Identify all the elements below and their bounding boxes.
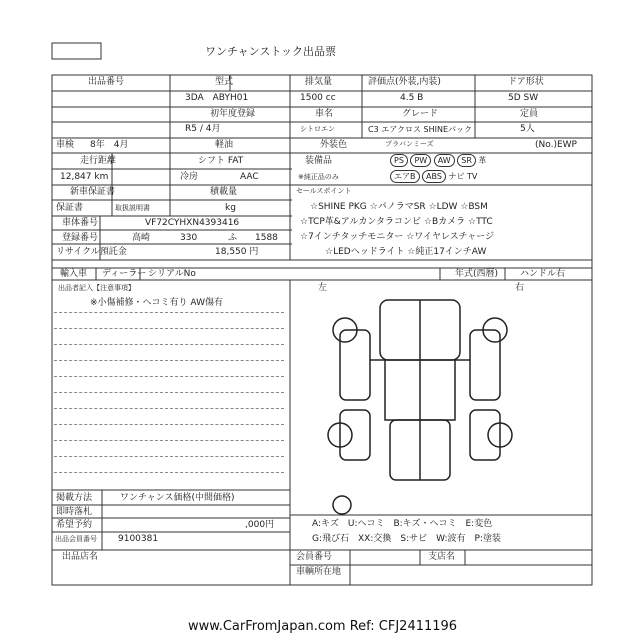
note-line — [54, 408, 284, 409]
make-value: シトロエン — [300, 125, 335, 133]
equip-row1 — [390, 154, 486, 167]
fuel-value: 軽油 — [215, 140, 234, 150]
inspection-value: 8年 4月 — [90, 140, 129, 150]
color-value: プラバンミーズ — [385, 140, 434, 148]
equip-abs: ABS — [422, 170, 446, 183]
displacement-value: 1500 cc — [300, 93, 336, 103]
equip-airbag: エアB — [390, 170, 420, 183]
equip-sr: SR — [457, 154, 476, 167]
load-label: 積載量 — [210, 187, 238, 197]
note-line — [54, 424, 284, 425]
handle-label: ハンドル右 — [520, 269, 566, 279]
yen-value: ,000円 — [245, 520, 275, 530]
new-warranty-label: 新車保証書 — [70, 187, 116, 197]
model-label: 型式 — [215, 77, 234, 87]
aircon-label: 冷房 — [180, 172, 199, 182]
dealer-label: ディーラー — [102, 269, 147, 279]
note-line — [54, 344, 284, 345]
method-label: 掲載方法 — [56, 493, 93, 503]
serial-label: シリアルNo — [148, 269, 196, 279]
color-no: (No.)EWP — [535, 140, 577, 150]
aircon-value: AAC — [240, 172, 259, 182]
method-value: ワンチャンス価格(中間価格) — [120, 493, 235, 503]
note-line — [54, 328, 284, 329]
watermark: www.CarFromJapan.com Ref: CFJ2411196 — [188, 619, 458, 634]
equip-pw: PW — [410, 154, 431, 167]
genuine-label: ※純正品のみ — [298, 173, 339, 181]
selling-point-2: ☆TCP革&アルカンタラコンビ ☆Bカメラ ☆TTC — [300, 217, 493, 227]
capacity-value: 5人 — [520, 124, 535, 134]
note-line — [54, 360, 284, 361]
owner-label: 車輌所在地 — [296, 567, 342, 577]
grade-score-value: 4.5 B — [400, 93, 424, 103]
note-line — [54, 312, 284, 313]
recycle-label: リサイクル預託金 — [56, 247, 127, 257]
legend-row-2: G:飛び石 XX:交換 S:サビ W:波有 P:塗装 — [312, 534, 501, 544]
equip-leather: 革 — [478, 156, 487, 165]
model-value: 3DA ABYH01 — [185, 93, 249, 103]
selling-point-4: ☆LEDヘッドライト ☆純正17インチAW — [325, 247, 487, 257]
reg-area: 高崎 — [132, 233, 151, 243]
start-label: 希望予約 — [56, 520, 93, 530]
recycle-value: 18,550 円 — [215, 247, 259, 257]
chassis-label: 車体番号 — [62, 218, 99, 228]
shop-label: 出品店名 — [62, 552, 99, 562]
reg-num: 1588 — [255, 233, 278, 243]
reserve-label: 即時落札 — [56, 507, 93, 517]
equip-row2 — [390, 170, 477, 183]
note-line — [54, 440, 284, 441]
diagram-left-label: 左 — [318, 283, 328, 293]
note-line — [54, 472, 284, 473]
car-diagram — [328, 300, 512, 514]
inspection-label: 車検 — [56, 140, 75, 150]
reg-label: 登録番号 — [62, 233, 99, 243]
door-value: 5D SW — [508, 93, 539, 103]
note-line — [54, 392, 284, 393]
shift-label: シフト FAT — [198, 156, 244, 166]
year-label: 年式(西暦) — [455, 269, 499, 279]
mileage-value: 12,847 km — [60, 172, 109, 182]
equip-ps: PS — [390, 154, 408, 167]
mileage-label: 走行距離 — [80, 156, 117, 166]
notes-label: 出品者記入【注意事項】 — [58, 284, 135, 292]
reg-kana: ふ — [228, 233, 238, 243]
note-line — [54, 376, 284, 377]
grade-score-label: 評価点(外装,内装) — [368, 77, 441, 87]
equip-navi: ナビ — [448, 172, 465, 181]
equip-aw: AW — [434, 154, 455, 167]
selling-point-1: ☆SHINE PKG ☆パノラマSR ☆LDW ☆BSM — [310, 202, 488, 212]
selling-points-label: セールスポイント — [296, 187, 352, 195]
equip-tv: TV — [467, 172, 478, 181]
member-value: 9100381 — [118, 534, 159, 544]
member-label: 出品会員番号 — [55, 535, 97, 543]
reg-class: 330 — [180, 233, 198, 243]
notes-line-1: ※小傷補修・ヘコミ有り AW傷有 — [90, 298, 223, 308]
warranty-label: 保証書 — [56, 203, 84, 213]
door-label: ドア形状 — [508, 77, 544, 87]
lot-no-label: 出品番号 — [88, 77, 125, 87]
import-label: 輸入車 — [60, 269, 88, 279]
diagram-right-label: 右 — [515, 283, 525, 293]
member-no-label: 会員番号 — [296, 552, 333, 562]
make-label: 車名 — [315, 109, 334, 119]
load-value: kg — [225, 203, 236, 213]
grade-value: C3 エアクロス SHINEパック — [368, 125, 473, 134]
color-label: 外装色 — [320, 140, 348, 150]
manual-label: 取扱説明書 — [115, 204, 150, 212]
form-title: ワンチャンストック出品票 — [205, 45, 337, 58]
note-line — [54, 456, 284, 457]
capacity-label: 定員 — [520, 109, 539, 119]
branch-label: 支店名 — [428, 552, 456, 562]
displacement-label: 排気量 — [305, 77, 333, 87]
first-reg-value: R5 / 4月 — [185, 124, 221, 134]
first-reg-label: 初年度登録 — [210, 109, 256, 119]
selling-point-3: ☆7インチタッチモニター ☆ワイヤレスチャージ — [300, 232, 495, 242]
legend-row-1: A:キズ U:ヘコミ B:キズ・ヘコミ E:変色 — [312, 519, 493, 529]
grade-label: グレード — [402, 109, 439, 119]
equipment-label: 装備品 — [305, 156, 333, 166]
chassis-value: VF72CYHXN4393416 — [145, 218, 240, 228]
